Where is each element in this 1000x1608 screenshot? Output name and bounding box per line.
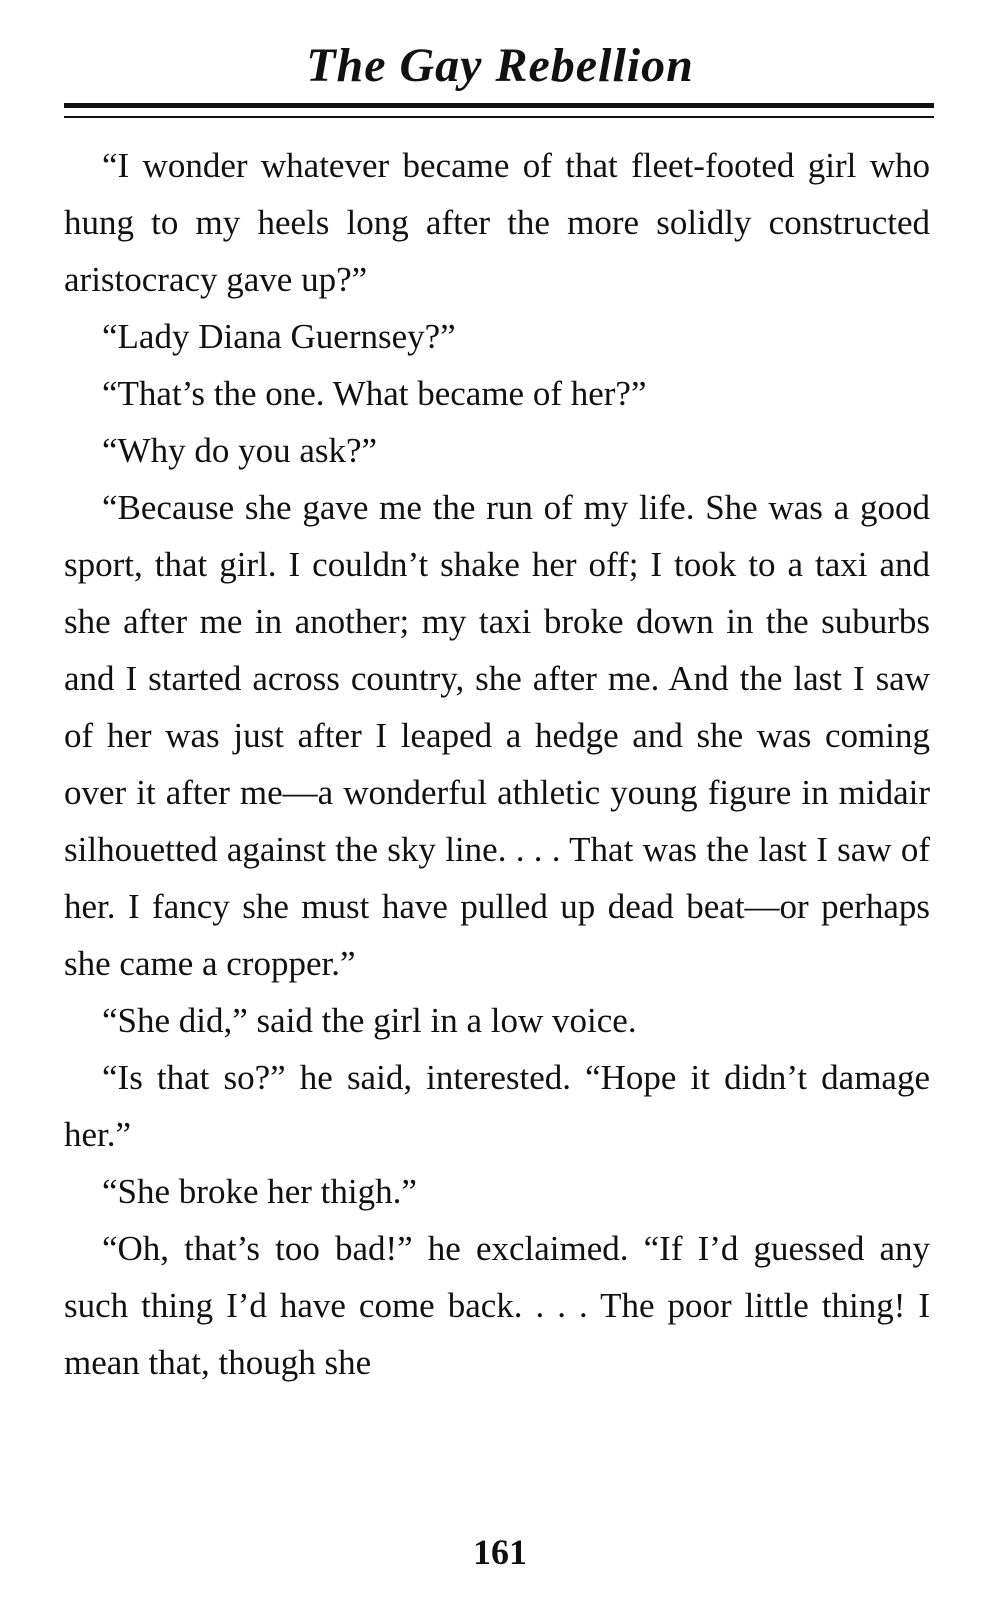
header-rule-thick	[64, 103, 934, 108]
paragraph: “She broke her thigh.”	[102, 1172, 417, 1211]
paragraph: “I wonder whatever became of that fleet-footed girl who hung to my heels long after the more solidly constructed aristocracy gave up?”	[64, 146, 930, 299]
page-number: 161	[473, 1532, 527, 1572]
paragraph: “Lady Diana Guernsey?”	[102, 317, 456, 356]
body-text	[64, 137, 930, 1391]
paragraph: “That’s the one. What became of her?”	[102, 374, 647, 413]
paragraph: “Oh, that’s too bad!” he exclaimed. “If I’d guessed any such thing I’d have come back. . . . The poor little thing! I mean that, though she	[64, 1229, 930, 1382]
paragraph: “She did,” said the girl in a low voice.	[102, 1001, 637, 1040]
running-header-title: The Gay Rebellion	[306, 39, 694, 92]
paragraph: “Because she gave me the run of my life. She was a good sport, that girl. I couldn’t shake her off; I took to a taxi and she after me in another; my taxi broke down in the suburbs and I started across country, she after me. And the last I saw of her was just after I leaped a hedge and she was coming over it after me—a wonderful athletic young figure in midair silhouetted against the sky line. . . . That was the last I saw of her. I fancy she must have pulled up dead beat—or perhaps she came a cropper.”	[64, 488, 930, 983]
paragraph: “Why do you ask?”	[102, 431, 378, 470]
header-rule-thin	[64, 116, 934, 118]
paragraph: “Is that so?” he said, interested. “Hope it didn’t damage her.”	[64, 1058, 930, 1154]
